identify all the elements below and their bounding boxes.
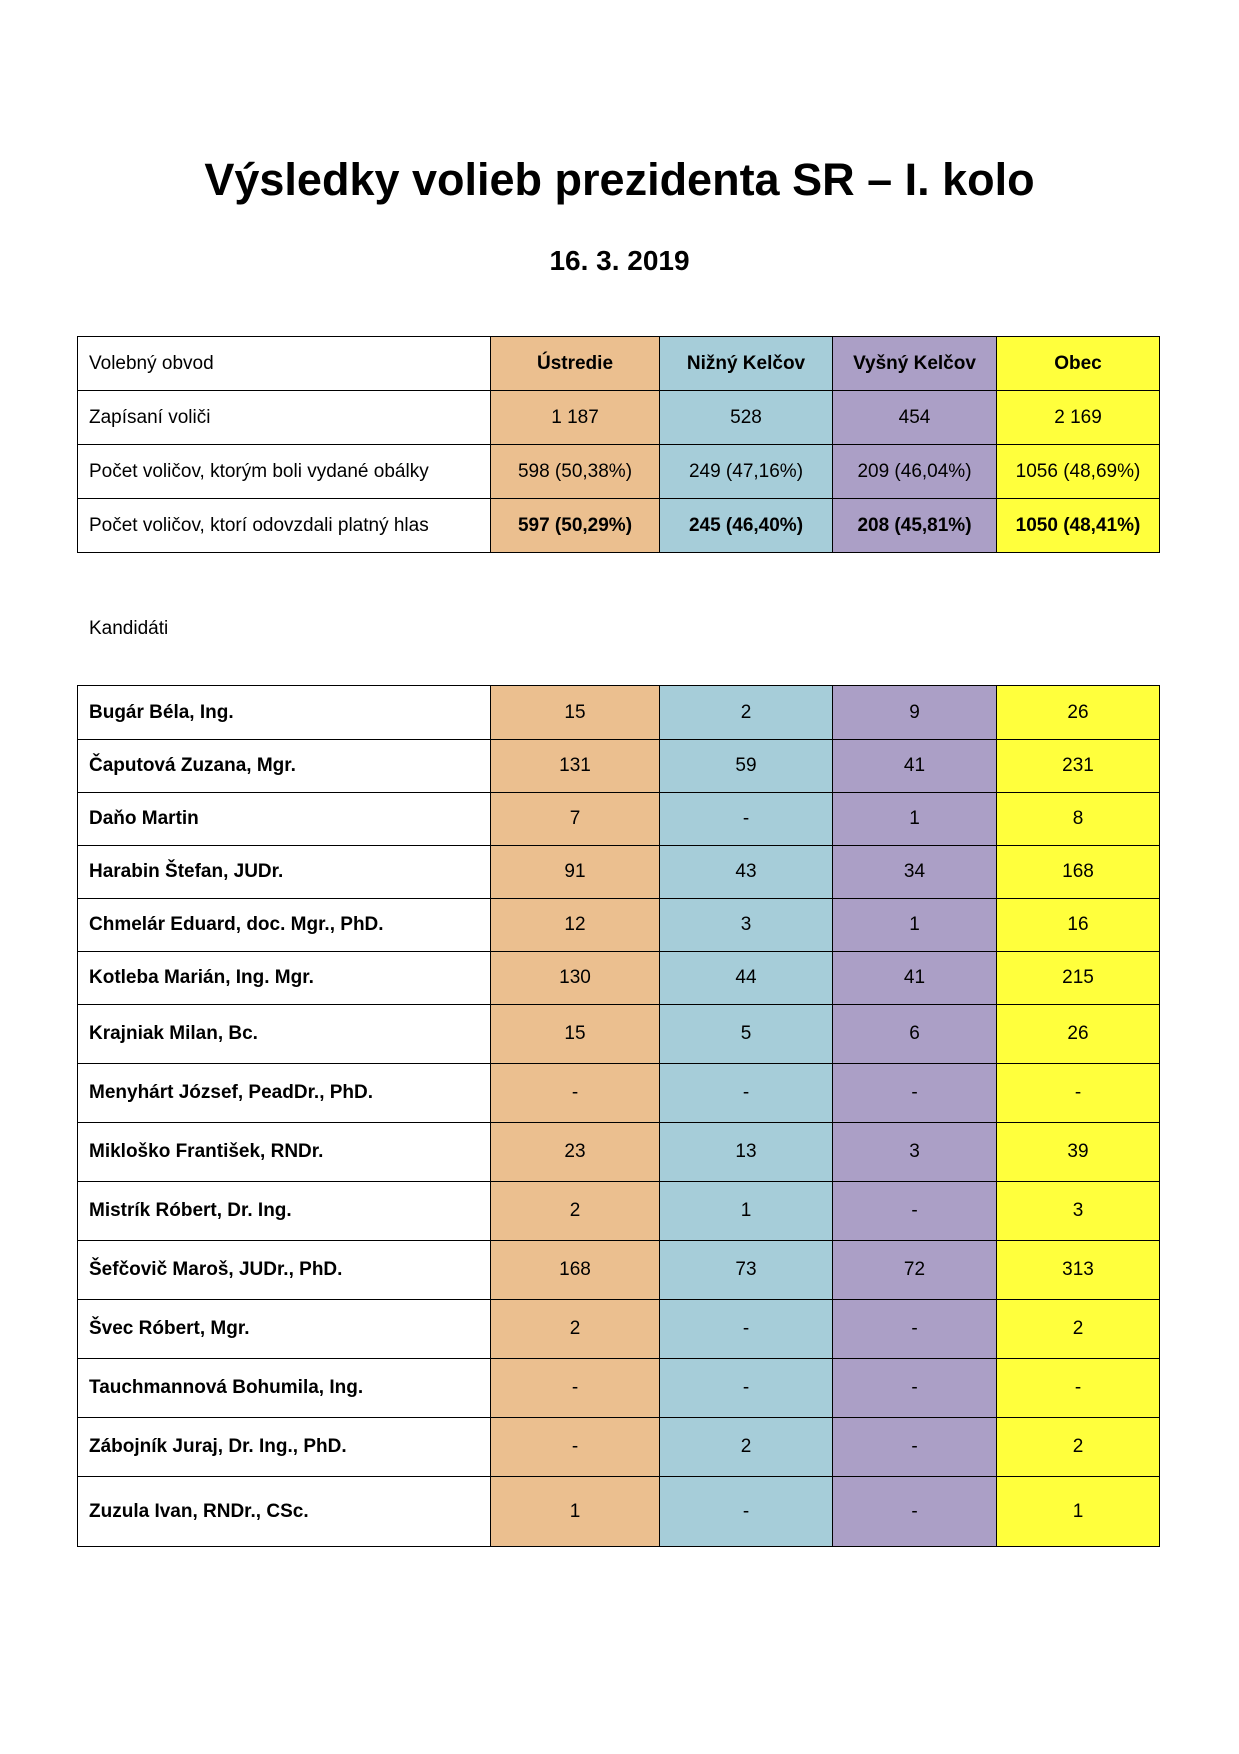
cell-ustredie: 15 <box>491 1005 660 1064</box>
district-header-label: Volebný obvod <box>78 337 491 391</box>
cell-obec: 1056 (48,69%) <box>997 445 1160 499</box>
candidate-name: Švec Róbert, Mgr. <box>78 1300 491 1359</box>
candidate-name: Mistrík Róbert, Dr. Ing. <box>78 1182 491 1241</box>
candidate-row <box>78 1477 1160 1547</box>
cell-nizny-kelcov: 5 <box>660 1005 833 1064</box>
cell-ustredie: 2 <box>491 1182 660 1241</box>
table-row <box>78 445 1160 499</box>
cell-ustredie: 7 <box>491 793 660 846</box>
column-header-vysny-kelcov: Vyšný Kelčov <box>833 337 997 391</box>
cell-obec: 2 <box>997 1300 1160 1359</box>
cell-obec: 3 <box>997 1182 1160 1241</box>
cell-nizny-kelcov: 43 <box>660 846 833 899</box>
cell-vysny-kelcov: 208 (45,81%) <box>833 499 997 553</box>
candidate-name: Mikloško František, RNDr. <box>78 1123 491 1182</box>
cell-nizny-kelcov: - <box>660 1064 833 1123</box>
candidates-section-label: Kandidáti <box>89 618 169 639</box>
cell-ustredie: 598 (50,38%) <box>491 445 660 499</box>
candidate-row <box>78 1359 1160 1418</box>
cell-nizny-kelcov: 13 <box>660 1123 833 1182</box>
cell-obec: 26 <box>997 1005 1160 1064</box>
column-header-ustredie: Ústredie <box>491 337 660 391</box>
row-label: Počet voličov, ktorí odovzdali platný hlas <box>78 499 491 553</box>
cell-ustredie: 1 <box>491 1477 660 1547</box>
cell-nizny-kelcov: - <box>660 1359 833 1418</box>
cell-obec: 313 <box>997 1241 1160 1300</box>
cell-nizny-kelcov: 1 <box>660 1182 833 1241</box>
candidate-name: Daňo Martin <box>78 793 491 846</box>
cell-vysny-kelcov: 209 (46,04%) <box>833 445 997 499</box>
cell-obec: - <box>997 1359 1160 1418</box>
candidate-name: Tauchmannová Bohumila, Ing. <box>78 1359 491 1418</box>
cell-ustredie: 15 <box>491 686 660 740</box>
cell-nizny-kelcov: 3 <box>660 899 833 952</box>
candidate-row <box>78 899 1160 952</box>
cell-obec: 2 <box>997 1418 1160 1477</box>
cell-ustredie: 12 <box>491 899 660 952</box>
table-row <box>78 391 1160 445</box>
cell-ustredie: 23 <box>491 1123 660 1182</box>
cell-vysny-kelcov: 1 <box>833 793 997 846</box>
cell-nizny-kelcov: 44 <box>660 952 833 1005</box>
cell-vysny-kelcov: 41 <box>833 740 997 793</box>
row-label: Počet voličov, ktorým boli vydané obálky <box>78 445 491 499</box>
column-header-nizny-kelcov: Nižný Kelčov <box>660 337 833 391</box>
candidate-name: Zábojník Juraj, Dr. Ing., PhD. <box>78 1418 491 1477</box>
candidate-row <box>78 1123 1160 1182</box>
cell-vysny-kelcov: - <box>833 1300 997 1359</box>
cell-nizny-kelcov: 2 <box>660 1418 833 1477</box>
cell-vysny-kelcov: - <box>833 1064 997 1123</box>
cell-nizny-kelcov: 249 (47,16%) <box>660 445 833 499</box>
cell-vysny-kelcov: 72 <box>833 1241 997 1300</box>
candidate-row <box>78 740 1160 793</box>
candidate-row <box>78 952 1160 1005</box>
candidate-row <box>78 1005 1160 1064</box>
cell-vysny-kelcov: 34 <box>833 846 997 899</box>
page-title: Výsledky volieb prezidenta SR – I. kolo <box>204 154 1035 205</box>
cell-ustredie: - <box>491 1359 660 1418</box>
cell-vysny-kelcov: 41 <box>833 952 997 1005</box>
cell-ustredie: 131 <box>491 740 660 793</box>
cell-obec: 215 <box>997 952 1160 1005</box>
candidate-row <box>78 793 1160 846</box>
cell-obec: - <box>997 1064 1160 1123</box>
candidate-name: Bugár Béla, Ing. <box>78 686 491 740</box>
cell-obec: 39 <box>997 1123 1160 1182</box>
candidate-name: Menyhárt József, PeadDr., PhD. <box>78 1064 491 1123</box>
candidate-row <box>78 1241 1160 1300</box>
candidate-name: Harabin Štefan, JUDr. <box>78 846 491 899</box>
candidate-name: Chmelár Eduard, doc. Mgr., PhD. <box>78 899 491 952</box>
candidate-row <box>78 1182 1160 1241</box>
cell-obec: 26 <box>997 686 1160 740</box>
cell-vysny-kelcov: 9 <box>833 686 997 740</box>
candidate-name: Kotleba Marián, Ing. Mgr. <box>78 952 491 1005</box>
cell-obec: 8 <box>997 793 1160 846</box>
election-date: 16. 3. 2019 <box>549 245 690 276</box>
cell-ustredie: 130 <box>491 952 660 1005</box>
cell-vysny-kelcov: - <box>833 1418 997 1477</box>
candidate-name: Čaputová Zuzana, Mgr. <box>78 740 491 793</box>
candidate-row <box>78 1418 1160 1477</box>
cell-ustredie: 1 187 <box>491 391 660 445</box>
cell-obec: 2 169 <box>997 391 1160 445</box>
summary-table <box>77 336 1160 553</box>
cell-vysny-kelcov: 1 <box>833 899 997 952</box>
table-row <box>78 499 1160 553</box>
candidate-row <box>78 846 1160 899</box>
cell-vysny-kelcov: - <box>833 1477 997 1547</box>
cell-ustredie: 2 <box>491 1300 660 1359</box>
cell-vysny-kelcov: 454 <box>833 391 997 445</box>
candidates-table <box>77 685 1160 1547</box>
row-label: Zapísaní voliči <box>78 391 491 445</box>
cell-nizny-kelcov: 245 (46,40%) <box>660 499 833 553</box>
candidate-name: Šefčovič Maroš, JUDr., PhD. <box>78 1241 491 1300</box>
cell-ustredie: 91 <box>491 846 660 899</box>
cell-vysny-kelcov: - <box>833 1182 997 1241</box>
candidate-row <box>78 1064 1160 1123</box>
cell-nizny-kelcov: 528 <box>660 391 833 445</box>
cell-nizny-kelcov: - <box>660 793 833 846</box>
cell-vysny-kelcov: 3 <box>833 1123 997 1182</box>
cell-obec: 168 <box>997 846 1160 899</box>
cell-vysny-kelcov: - <box>833 1359 997 1418</box>
cell-nizny-kelcov: 2 <box>660 686 833 740</box>
candidate-row <box>78 686 1160 740</box>
cell-obec: 231 <box>997 740 1160 793</box>
cell-obec: 1050 (48,41%) <box>997 499 1160 553</box>
column-header-obec: Obec <box>997 337 1160 391</box>
cell-ustredie: - <box>491 1418 660 1477</box>
candidate-row <box>78 1300 1160 1359</box>
cell-ustredie: 597 (50,29%) <box>491 499 660 553</box>
cell-nizny-kelcov: - <box>660 1477 833 1547</box>
cell-vysny-kelcov: 6 <box>833 1005 997 1064</box>
cell-nizny-kelcov: 73 <box>660 1241 833 1300</box>
candidate-name: Krajniak Milan, Bc. <box>78 1005 491 1064</box>
cell-nizny-kelcov: 59 <box>660 740 833 793</box>
cell-ustredie: - <box>491 1064 660 1123</box>
cell-obec: 1 <box>997 1477 1160 1547</box>
cell-obec: 16 <box>997 899 1160 952</box>
table-header-row <box>78 337 1160 391</box>
cell-ustredie: 168 <box>491 1241 660 1300</box>
cell-nizny-kelcov: - <box>660 1300 833 1359</box>
candidate-name: Zuzula Ivan, RNDr., CSc. <box>78 1477 491 1547</box>
